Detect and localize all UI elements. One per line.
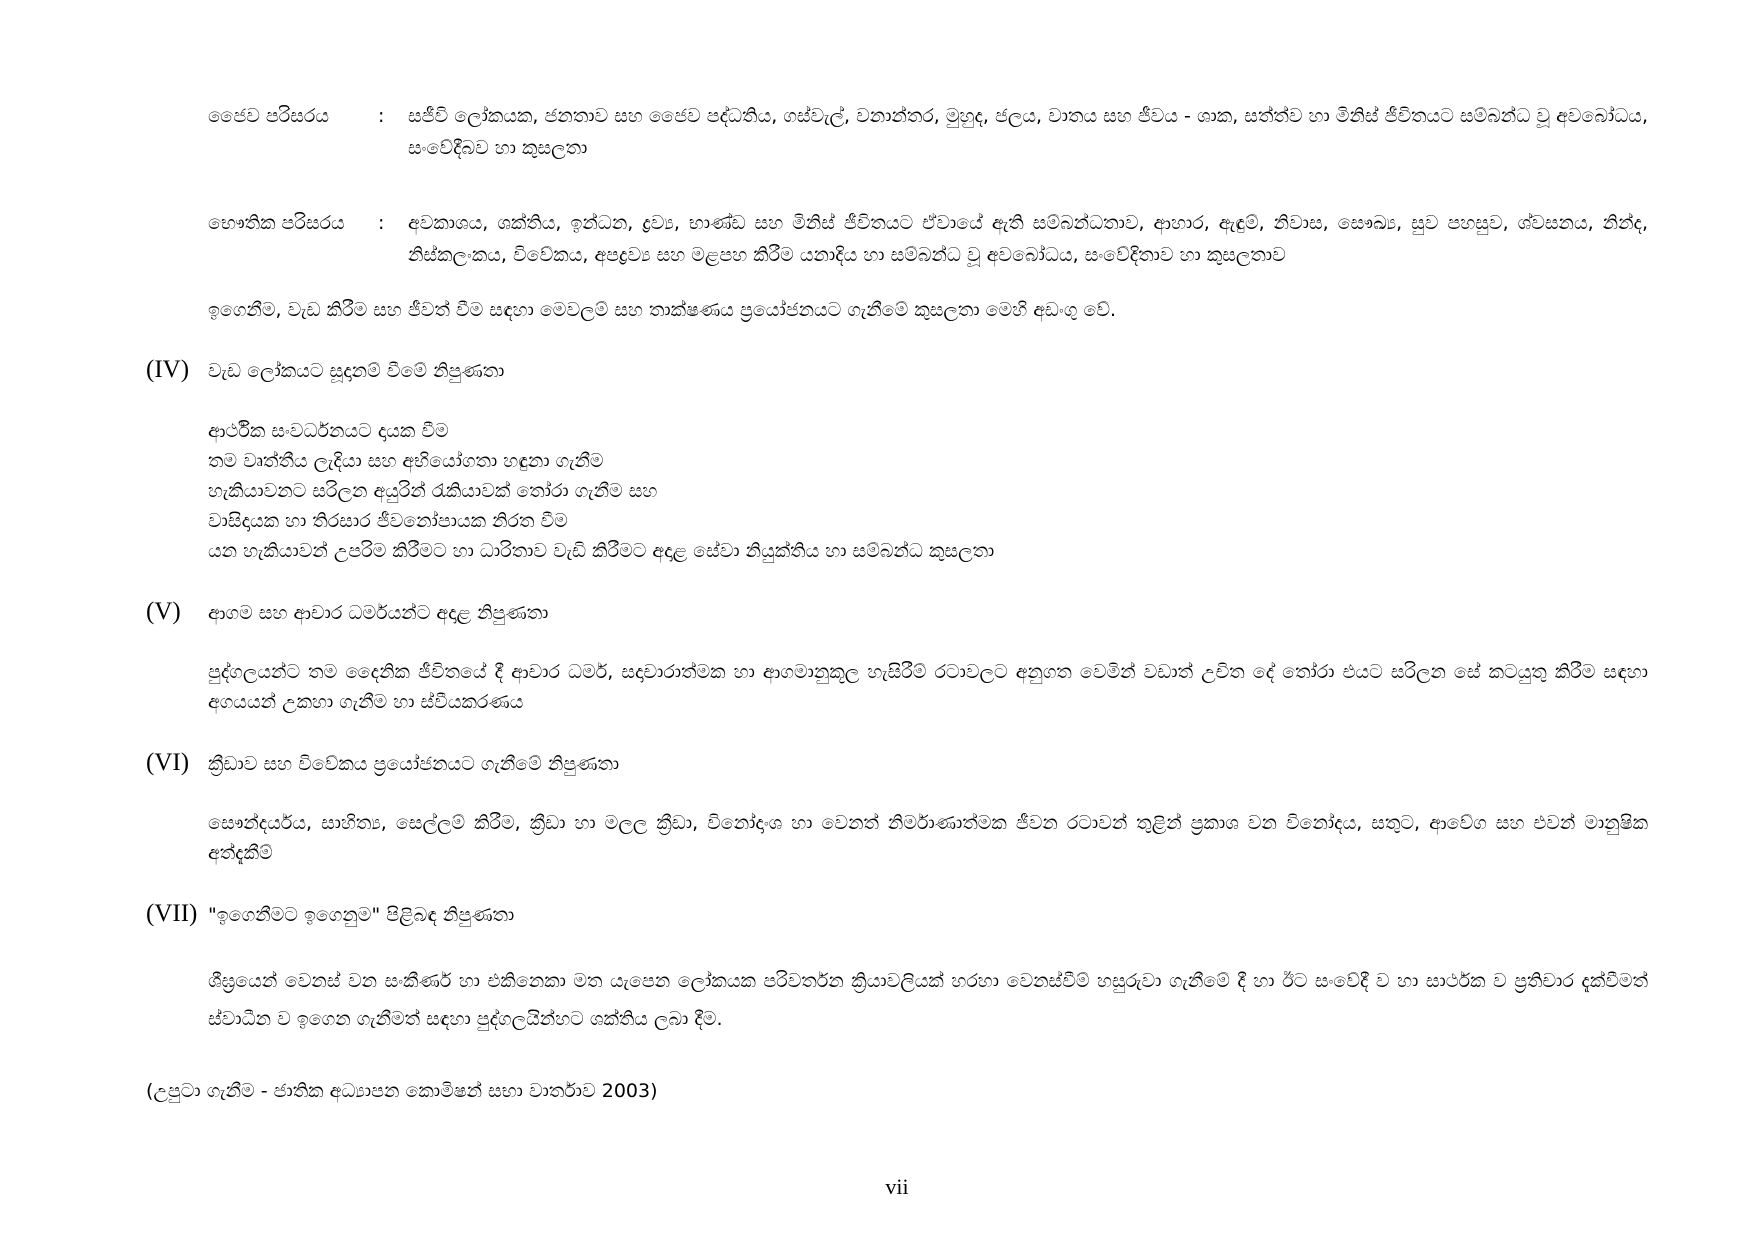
section-v-text: පුද්ගලයන්ට තම දෛනික ජීවිතයේ දී ආචාර ධර්ම, සදාචාරාත්මක හා ආගමානුකූල හැසිරීම් රටාවලට අනුගත වෙමින් වඩාත් උචිත දේ තෝරා එයට සරිලන සේ කටයුතු කිරීම සඳහා අගයයන් උකහා ගැනීම හා ස්වීයකරණය: [208, 661, 1648, 713]
list-item: තම වෘත්තීය ලැදියා සහ අභියෝගතා හඳුනා ගැනීම: [208, 450, 604, 472]
section-vi-title: ක්‍රීඩාව සහ විවේකය ප්‍රයෝජනයට ගැනීමේ නිපුණතා: [208, 753, 620, 775]
list-item: ආර්ථික සංවර්ධනයට දායක වීම: [208, 420, 449, 442]
list-item: වාසිදායක හා තිරසාර ජීවනෝපායක නිරත වීම: [208, 510, 568, 532]
biological-environment-definition: [208, 100, 1648, 164]
section-vii-text: ශීඝ්‍රයෙන් වෙනස් වන සංකීර්ණ හා එකිනෙකා මත යැපෙන ලෝකයක පරිවර්තන ක්‍රියාවලියක් හරහා වෙනස්වීම් හසුරුවා ගැනීමේ දී හා ඊට සංවේදී ව හා සාර්ථක ව ප්‍රතිචාර දැක්වීමත් ස්වාධීන ව ඉගෙන ගැනීමත් සඳහා පුද්ගලයින්හට ශක්තිය ලබා දීම.: [208, 970, 1648, 1030]
section-vii-title: "ඉගෙනීමට ඉගෙනුම" පිළිබඳ නිපුණතා: [208, 904, 515, 926]
section-iv-number: (IV): [146, 356, 190, 383]
physical-environment-text: අවකාශය, ශක්තිය, ඉන්ධන, ද්‍රව්‍ය, භාණ්ඩ සහ මිනිස් ජීවිතයට ඒවායේ ඇති සම්බන්ධතාව, ආහාර, ඇඳුම්, නිවාස, සෞඛ්‍ය, සුව පහසුව, ශ්වසනය, නින්ද, නිස්කලංකය, විවේකය, අපද්‍රව්‍ය සහ මළපහ කිරීම යනාදිය හා සම්බන්ධ වූ අවබෝධය, සංවේදිතාව හා කුසලතාව: [408, 212, 1648, 266]
section-iv-title: වැඩ ලෝකයට සූදානම් වීමේ නිපුණතා: [208, 360, 505, 382]
technology-skills-text: ඉගෙනීම, වැඩ කිරීම සහ ජීවත් වීම සඳහා මෙවලම් සහ තාක්ෂණය ප්‍රයෝජනයට ගැනීමේ කුසලතා මෙහි අඩංගු වේ.: [208, 299, 1117, 321]
section-iv-heading: [146, 355, 504, 386]
section-vii-number: (VII): [146, 900, 198, 927]
page-number: vii: [885, 1174, 909, 1199]
section-vi-number: (VI): [146, 749, 190, 776]
section-vi-text: සෞන්දර්යය, සාහිත්‍ය, සෙල්ලම් කිරීම, ක්‍රීඩා හා මලල ක්‍රීඩා, විනෝදාංශ හා වෙනත් නිර්මාණාත්මක ජීවන රටාවන් තුළින් ප්‍රකාශ වන විනෝදය, සතුට, ආවේග සහ එවන් මානුෂික අත්දැකීම්: [208, 812, 1648, 864]
list-item: හැකියාවනට සරිලන අයුරින් රැකියාවක් තෝරා ගැනීම සහ: [208, 480, 658, 502]
section-v-number: (V): [146, 598, 181, 625]
section-vii-heading: [146, 899, 514, 930]
definition-colon: :: [378, 105, 385, 127]
physical-environment-term: භෞතික පරිසරය: [208, 212, 345, 234]
physical-environment-definition: [208, 207, 1648, 271]
list-item: යන හැකියාවන් උපරිම කිරීමට හා ධාරිතාව වැඩි කිරීමට අදාළ සේවා නියුක්තිය හා සම්බන්ධ කුසලතා: [208, 540, 995, 562]
biological-environment-term: ජෛව පරිසරය: [208, 105, 330, 127]
section-vi-heading: [146, 748, 619, 779]
biological-environment-text: සජීවි ලෝකයක, ජනතාව සහ ජෛව පද්ධතිය, ගස්වැල්, වනාන්තර, මුහුද, ජලය, වාතය සහ ජීවය - ශාක, සත්ත්ව හා මිනිස් ජීවිතයට සම්බන්ධ වූ අවබෝධය, සංවේදීබව හා කුසලතා: [408, 105, 1648, 159]
source-citation: (උපුටා ගැනීම - ජාතික අධ්‍යාපන කොමිෂන් සභා වාර්තාව 2003): [146, 1080, 658, 1102]
section-iv-list: [208, 416, 994, 566]
definition-colon: :: [378, 212, 385, 234]
section-v-heading: [146, 597, 548, 628]
section-v-title: ආගම සහ ආචාර ධර්මයන්ට අදාළ නිපුණතා: [208, 602, 549, 624]
